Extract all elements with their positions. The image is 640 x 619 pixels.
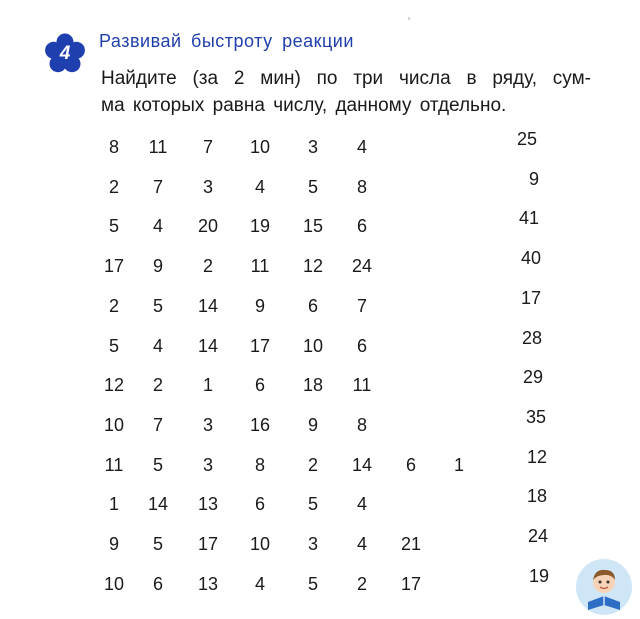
row-number: 4 (254, 573, 265, 594)
row-number: 14 (351, 454, 373, 475)
row-number: 6 (254, 494, 265, 515)
number-row (0, 486, 640, 517)
row-number: 11 (148, 137, 168, 157)
stray-mark: ˒ (407, 9, 411, 23)
row-number: 7 (202, 137, 213, 157)
row-number: 6 (405, 454, 416, 475)
target-sum: 17 (520, 287, 542, 308)
row-number: 17 (400, 573, 422, 594)
row-number: 13 (197, 573, 219, 594)
row-number: 11 (250, 256, 270, 277)
row-number: 14 (197, 295, 219, 316)
number-row (0, 208, 640, 239)
target-sum: 18 (526, 486, 548, 507)
row-number: 9 (108, 534, 119, 554)
number-row (0, 446, 640, 478)
row-number: 2 (202, 256, 213, 277)
number-row (0, 367, 640, 398)
row-number: 3 (202, 414, 213, 435)
row-number: 10 (302, 335, 324, 356)
row-number: 9 (254, 295, 265, 316)
row-number: 11 (352, 375, 372, 396)
row-number: 12 (302, 256, 324, 277)
row-number: 6 (356, 335, 367, 356)
exercise-instruction (101, 65, 591, 119)
row-number: 17 (249, 335, 271, 356)
row-number: 4 (356, 534, 367, 554)
row-number: 16 (249, 414, 271, 435)
row-number: 5 (152, 534, 163, 554)
row-number: 4 (356, 137, 367, 157)
row-number: 5 (307, 494, 318, 515)
row-number: 2 (356, 573, 367, 594)
publisher-logo (575, 558, 633, 616)
instruction-line: Найдите (за 2 мин) по три числа в ряду, сум- (101, 68, 591, 89)
row-number: 3 (307, 534, 318, 554)
row-number: 5 (307, 573, 318, 594)
instruction-line: ма которых равна числу, данному отдельно. (101, 95, 507, 116)
row-number: 5 (307, 176, 318, 197)
exercise-title: Развивай быстроту реакции (99, 31, 354, 51)
row-number: 6 (254, 375, 265, 396)
row-number: 2 (108, 176, 119, 197)
number-row (0, 406, 640, 438)
row-number: 18 (302, 375, 324, 396)
row-number: 4 (152, 335, 163, 356)
row-number: 7 (152, 176, 163, 197)
row-number: 4 (254, 176, 265, 197)
exercise-number: 4 (59, 43, 71, 64)
target-sum: 24 (527, 526, 549, 546)
row-number: 24 (351, 256, 373, 277)
row-number: 10 (249, 534, 271, 554)
row-number: 2 (108, 295, 119, 316)
row-number: 1 (202, 375, 213, 396)
row-number: 17 (197, 534, 219, 554)
row-number: 7 (356, 295, 367, 316)
row-number: 2 (152, 375, 163, 396)
target-sum: 25 (516, 129, 538, 149)
row-number: 14 (197, 335, 219, 356)
row-number: 9 (152, 256, 163, 277)
boy-reading-book-icon (575, 558, 633, 616)
row-number: 4 (152, 216, 163, 237)
target-sum: 35 (525, 406, 547, 427)
row-number: 5 (108, 216, 119, 237)
row-number: 5 (152, 454, 163, 475)
row-number: 8 (356, 176, 367, 197)
row-number: 11 (104, 454, 124, 475)
row-number: 8 (108, 137, 119, 157)
row-number: 2 (307, 454, 318, 475)
row-number: 1 (108, 494, 119, 515)
row-number: 6 (356, 216, 367, 237)
row-number: 7 (152, 414, 163, 435)
target-sum: 41 (518, 208, 540, 229)
row-number: 20 (197, 216, 219, 237)
row-number: 1 (453, 454, 464, 475)
target-sum: 28 (521, 327, 543, 348)
target-sum: 19 (528, 565, 550, 586)
row-number: 12 (103, 375, 125, 396)
row-number: 21 (400, 534, 422, 554)
row-number: 10 (103, 414, 125, 435)
row-number: 8 (254, 454, 265, 475)
row-number: 4 (356, 494, 367, 515)
exercise-number-badge (44, 33, 86, 75)
number-row (0, 129, 640, 160)
row-number: 5 (108, 335, 119, 356)
row-number: 13 (197, 494, 219, 515)
row-number: 17 (103, 256, 125, 277)
row-number: 5 (152, 295, 163, 316)
number-row (0, 565, 640, 597)
number-row (0, 526, 640, 557)
row-number: 3 (202, 454, 213, 475)
row-number: 15 (302, 216, 324, 237)
number-row (0, 327, 640, 359)
number-row (0, 168, 640, 200)
target-sum: 12 (526, 446, 548, 467)
row-number: 3 (307, 137, 318, 157)
row-number: 3 (202, 176, 213, 197)
target-sum: 29 (522, 367, 544, 388)
row-number: 14 (147, 494, 169, 515)
number-row (0, 248, 640, 279)
target-sum: 40 (520, 248, 542, 269)
row-number: 6 (152, 573, 163, 594)
row-number: 10 (103, 573, 125, 594)
row-number: 9 (307, 414, 318, 435)
row-number: 10 (249, 137, 271, 157)
row-number: 8 (356, 414, 367, 435)
row-number: 6 (307, 295, 318, 316)
row-number: 19 (249, 216, 271, 237)
number-row (0, 287, 640, 319)
target-sum: 9 (528, 168, 539, 189)
